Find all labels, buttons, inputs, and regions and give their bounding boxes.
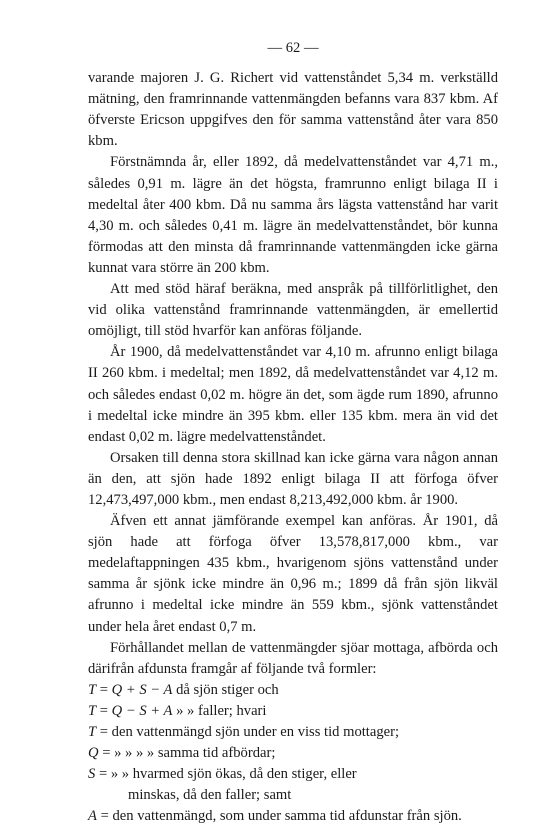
formula-equals: = [99,702,109,719]
formula-list [88,680,498,828]
definition-t [88,722,498,743]
paragraph-1892-flow: Förstnämnda år, eller 1892, då medelvattenståndet var 4,71 m., således 0,91 m. lägre än det högsta, framrunno enligt bilaga II i medeltal åter 400 kbm. Då nu samma års lägsta vattenstånd har varit 4,30 m. och således 0,41 m. lägre än medelvattenståndet, bör kunna förmodas att den minsta då framrinnande vattenmängden icke gärna kunnat vara större än 200 kbm. [88,154,498,276]
book-page [88,38,498,827]
definition-equals: = [102,745,111,762]
formula-lhs: T [88,702,97,719]
definition-text: den vattenmängd sjön under en viss tid mottager; [111,724,400,740]
definition-text: » » hvarmed sjön ökas, då den stiger, eller [110,766,357,783]
formula-rhs: Q + S − A [111,681,173,698]
definition-s [88,764,498,785]
definition-s-continued [88,785,498,806]
formula-falling [88,701,498,722]
paragraph-formula-intro: Förhållandet mellan de vattenmängder sjöar mottaga, afbörda och därifrån afdunsta framgår af följande två formler: [88,639,498,677]
definition-text: minskas, då den faller; samt [128,787,292,804]
paragraph-reliability: Att med stöd häraf beräkna, med anspråk på tillförlitlighet, den vid olika vattenstånd framrinnande vattenmängden, är emellertid omöjligt, till stöd hvarför kan anföras följande. [88,281,498,340]
definition-q [88,743,498,764]
definition-a [88,806,498,827]
formula-rising [88,680,498,701]
formula-lhs: T [88,681,97,698]
paragraph-1901-example: Äfven ett annat jämförande exempel kan anföras. År 1901, då sjön hade att förfoga öfver 13,578,817,000 kbm., var medelaftappningen 435 kbm., hvarigenom sjöns vattenstånd under samma år sjönk icke mindre än 0,96 m.; 1899 då från sjön likväl afrunno i medeltal icke mindre än 559 kbm., sjönk vattenståndet under hela året endast 0,7 m. [88,513,498,635]
paragraph-cause: Orsaken till denna stora skillnad kan icke gärna vara någon annan än den, att sjön hade 1892 enligt bilaga II att förfoga öfver 12,473,497,000 kbm., men endast 8,213,492,000 kbm. år 1900. [88,449,498,508]
definition-equals: = [100,808,109,825]
formula-text: då sjön stiger och [176,681,279,698]
formula-rhs: Q − S + A [111,702,173,719]
formula-equals: = [99,681,109,698]
definition-symbol: Q [88,745,99,762]
formula-text: » » faller; hvari [176,702,267,719]
definition-symbol: A [88,808,97,825]
definition-equals: = [98,766,108,783]
paragraph-continuation: varande majoren J. G. Richert vid vattenståndet 5,34 m. verkställd mätning, den framrinnande vattenmängden befanns vara 837 kbm. Af öfverste Ericson uppgifves den för samma vattenstånd åter vara 850 kbm. [88,70,498,150]
paragraph-1900-example: År 1900, då medelvattenståndet var 4,10 m. afrunno enligt bilaga II 260 kbm. i medeltal; men 1892, då medelvattenståndet var 4,12 m. och således endast 0,02 m. högre än det, som ägde rum 1890, afrunno i medeltal icke mindre än 395 kbm. eller 135 kbm. mera än vid det endast 0,02 m. lägre medelvattenståndet. [88,344,498,445]
definition-symbol: S [88,766,96,783]
definition-text: den vattenmängd, som under samma tid afdunstar från sjön. [112,808,462,825]
definition-text: » » » » samma tid afbördar; [114,745,276,762]
definition-equals: = [99,724,109,740]
page-number: — 62 — [267,40,319,56]
definition-symbol: T [88,724,97,740]
